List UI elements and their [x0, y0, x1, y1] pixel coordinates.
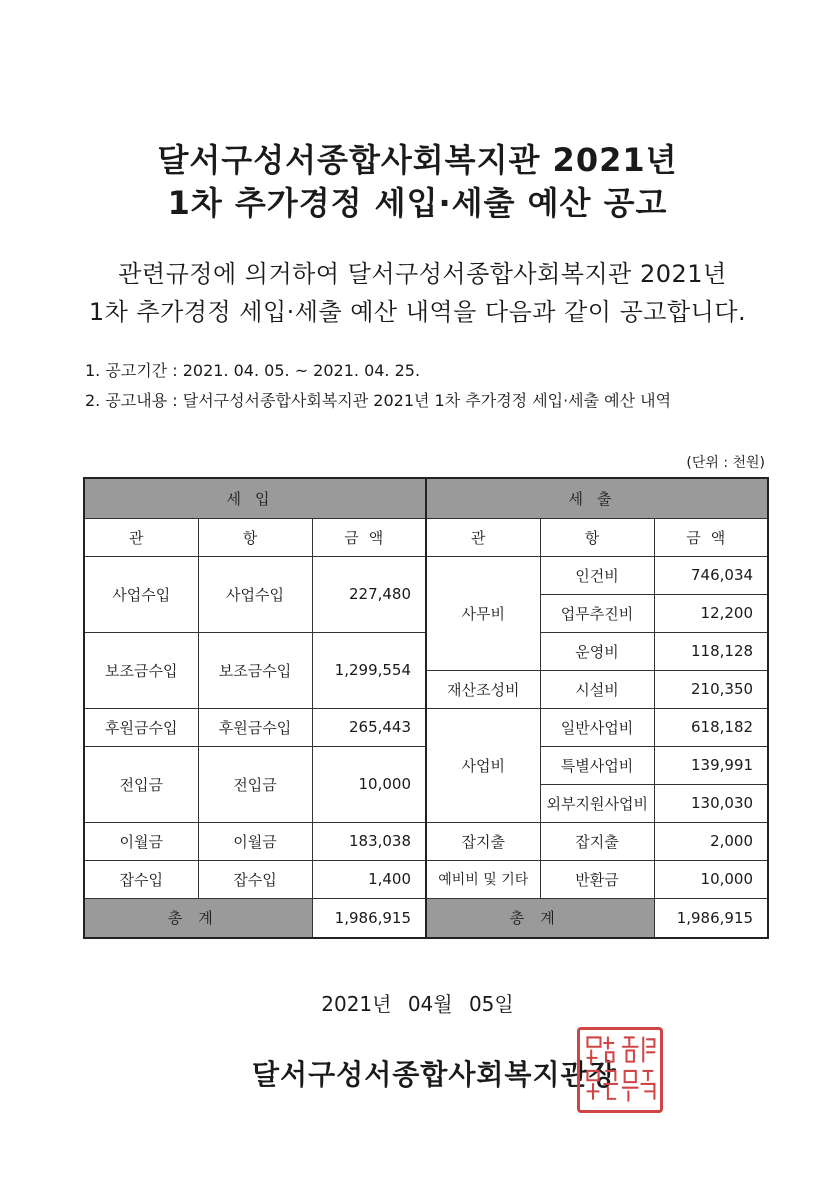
expense-amount-cell: 2,000 — [654, 822, 768, 860]
expense-section-header: 세출 — [426, 478, 768, 518]
income-total-amount: 1,986,915 — [312, 898, 426, 938]
income-amount-cell: 183,038 — [312, 822, 426, 860]
income-amount-cell: 265,443 — [312, 708, 426, 746]
expense-col-amount: 금액 — [654, 518, 768, 556]
expense-hang-cell: 운영비 — [540, 632, 654, 670]
expense-hang-cell: 특별사업비 — [540, 746, 654, 784]
unit-label: (단위 : 천원) — [686, 455, 765, 471]
income-amount-cell: 1,299,554 — [312, 632, 426, 708]
expense-hang-cell: 시설비 — [540, 670, 654, 708]
expense-amount-cell: 10,000 — [654, 860, 768, 898]
income-hang-cell: 이월금 — [198, 822, 312, 860]
income-hang-cell: 잡수입 — [198, 860, 312, 898]
expense-amount-cell: 118,128 — [654, 632, 768, 670]
income-col-amount: 금액 — [312, 518, 426, 556]
expense-hang-cell: 인건비 — [540, 556, 654, 594]
income-col-hang: 항 — [198, 518, 312, 556]
page-title-line1: 달서구성서종합사회복지관 2021년 — [157, 141, 678, 179]
expense-amount-cell: 130,030 — [654, 784, 768, 822]
income-section-header: 세입 — [84, 478, 426, 518]
income-gwan-cell: 전입금 — [84, 746, 198, 822]
intro-line1: 관련규정에 의거하여 달서구성서종합사회복지관 2021년 — [118, 260, 727, 288]
income-hang-cell: 보조금수입 — [198, 632, 312, 708]
page-title-line2: 1차 추가경정 세입·세출 예산 공고 — [167, 184, 668, 222]
income-gwan-cell: 이월금 — [84, 822, 198, 860]
income-amount-cell: 10,000 — [312, 746, 426, 822]
income-gwan-cell: 사업수입 — [84, 556, 198, 632]
expense-gwan-cell: 사업비 — [426, 708, 540, 822]
income-hang-cell: 사업수입 — [198, 556, 312, 632]
expense-hang-cell: 잡지출 — [540, 822, 654, 860]
seal-graphic — [580, 1030, 660, 1110]
income-gwan-cell: 보조금수입 — [84, 632, 198, 708]
expense-amount-cell: 12,200 — [654, 594, 768, 632]
official-seal-icon — [577, 1027, 663, 1113]
expense-amount-cell: 618,182 — [654, 708, 768, 746]
signature-name: 달서구성서종합사회복지관장 — [252, 1058, 617, 1091]
expense-hang-cell: 일반사업비 — [540, 708, 654, 746]
table-row — [84, 556, 768, 594]
table-row — [84, 860, 768, 898]
expense-gwan-cell: 재산조성비 — [426, 670, 540, 708]
expense-total-amount: 1,986,915 — [654, 898, 768, 938]
intro-line2: 1차 추가경정 세입·세출 예산 내역을 다음과 같이 공고합니다. — [88, 298, 747, 326]
notice-content: 2. 공고내용 : 달서구성서종합사회복지관 2021년 1차 추가경정 세입·세출 예산 내역 — [85, 391, 672, 410]
table-row — [84, 708, 768, 746]
notice-period: 1. 공고기간 : 2021. 04. 05. ~ 2021. 04. 25. — [85, 361, 421, 380]
income-hang-cell: 후원금수입 — [198, 708, 312, 746]
expense-hang-cell: 반환금 — [540, 860, 654, 898]
total-row — [84, 898, 768, 938]
income-hang-cell: 전입금 — [198, 746, 312, 822]
income-gwan-cell: 후원금수입 — [84, 708, 198, 746]
expense-amount-cell: 210,350 — [654, 670, 768, 708]
income-amount-cell: 1,400 — [312, 860, 426, 898]
expense-gwan-cell: 예비비 및 기타 — [426, 860, 540, 898]
income-amount-cell: 227,480 — [312, 556, 426, 632]
income-total-label: 총계 — [84, 898, 312, 938]
income-col-gwan: 관 — [84, 518, 198, 556]
budget-table — [83, 477, 769, 939]
notice-date: 2021년 04월 05일 — [321, 992, 514, 1016]
expense-col-hang: 항 — [540, 518, 654, 556]
income-gwan-cell: 잡수입 — [84, 860, 198, 898]
table-row — [84, 822, 768, 860]
expense-total-label: 총계 — [426, 898, 654, 938]
expense-hang-cell: 외부지원사업비 — [540, 784, 654, 822]
expense-gwan-cell: 사무비 — [426, 556, 540, 670]
expense-amount-cell: 139,991 — [654, 746, 768, 784]
expense-gwan-cell: 잡지출 — [426, 822, 540, 860]
expense-col-gwan: 관 — [426, 518, 540, 556]
expense-hang-cell: 업무추진비 — [540, 594, 654, 632]
expense-amount-cell: 746,034 — [654, 556, 768, 594]
